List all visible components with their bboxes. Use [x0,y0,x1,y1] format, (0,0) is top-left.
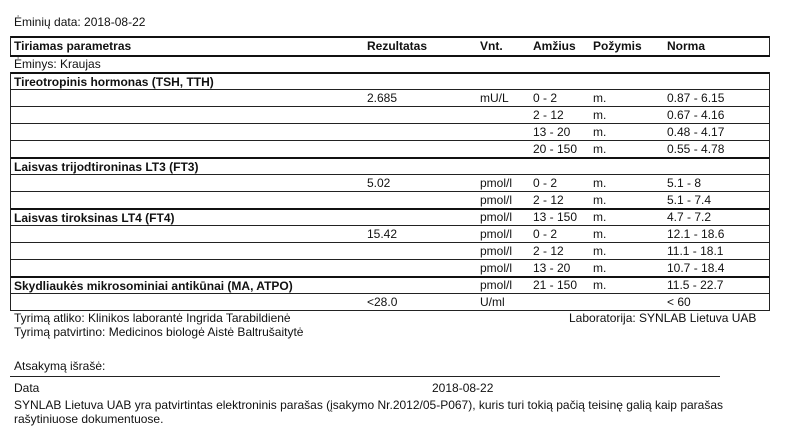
date-value: 2018-08-22 [432,381,494,395]
group-title: Tireotropinis hormonas (TSH, TTH) [14,75,214,89]
norm-range: 10.7 - 18.4 [667,261,725,275]
unit-value: pmol/l [480,261,513,275]
table-top-border [10,36,770,38]
col-header-age: Amžius [533,39,576,53]
sample-type: Ėminys: Kraujas [14,57,101,71]
age-range: 2 - 12 [533,108,564,122]
date-label: Data [14,381,40,395]
col-header-sign: Požymis [593,39,642,53]
confirmed-by: Tyrimą patvirtino: Medicinos biologė Aistė Baltrušaitytė [14,325,304,339]
age-range: 13 - 20 [533,125,571,139]
header-left-border [10,36,11,55]
laboratory-name: Laboratorija: SYNLAB Lietuva UAB [569,311,757,325]
age-range: 21 - 150 [533,278,578,292]
col-header-unit: Vnt. [480,39,503,53]
header-bottom-border [10,55,770,57]
col-header-param: Tiriamas parametras [14,39,132,53]
issued-separator [10,376,720,377]
table-row [10,106,770,123]
issued-by-label: Atsakymą išrašė: [14,359,106,373]
norm-range: 0.55 - 4.78 [667,142,725,156]
table-row [10,140,770,157]
e-signature-note: SYNLAB Lietuva UAB yra patvirtintas elektroninis parašas (įsakymo Nr.2012/05-P067), kuris turi tokią pačią teisinę galią kaip parašas rašytiniuose dokumentuose. [14,398,724,426]
result-value: <28.0 [367,295,398,309]
unit-value: pmol/l [480,176,513,190]
unit-value: pmol/l [480,244,513,258]
sample-date: Ėminių data: 2018-08-22 [14,15,146,29]
sign-value: m. [593,125,607,139]
group-top-border [10,72,770,74]
unit-value: pmol/l [480,278,513,292]
table-row [10,293,770,310]
performed-by: Tyrimą atliko: Klinikos laborantė Ingrida Tarabildienė [14,311,291,325]
age-range: 0 - 2 [533,227,558,241]
table-row [10,242,770,259]
result-value: 15.42 [367,227,398,241]
unit-value: U/ml [480,295,505,309]
table-row [10,89,770,106]
norm-range: 11.5 - 22.7 [667,278,724,292]
group-title: Laisvas trijodtironinas LT3 (FT3) [14,160,199,174]
table-row [10,174,770,191]
group-top-border [10,157,770,159]
unit-value: pmol/l [480,210,513,224]
table-row [10,191,770,208]
norm-range: 0.48 - 4.17 [667,125,725,139]
age-range: 20 - 150 [533,142,578,156]
sign-value: m. [593,142,607,156]
group-title: Skydliaukės mikrosominiai antikūnai (MA, ATPO) [14,279,293,293]
table-row [10,123,770,140]
unit-value: mU/L [480,91,509,105]
age-range: 13 - 20 [533,261,571,275]
table-row [10,225,770,242]
sign-value: m. [593,108,607,122]
norm-range: 5.1 - 8 [667,176,702,190]
result-value: 2.685 [367,91,398,105]
group-top-border [10,276,770,278]
col-header-norm: Norma [667,39,706,53]
norm-range: 12.1 - 18.6 [667,227,725,241]
age-range: 13 - 150 [533,210,578,224]
norm-range: 0.67 - 4.16 [667,108,725,122]
norm-range: 0.87 - 6.15 [667,91,725,105]
age-range: 0 - 2 [533,91,558,105]
sign-value: m. [593,193,607,207]
unit-value: pmol/l [480,227,513,241]
sign-value: m. [593,210,607,224]
sign-value: m. [593,91,607,105]
age-range: 0 - 2 [533,176,558,190]
norm-range: 4.7 - 7.2 [667,210,712,224]
norm-range: < 60 [667,295,691,309]
norm-range: 5.1 - 7.4 [667,193,712,207]
header-right-border [769,36,770,55]
result-value: 5.02 [367,176,391,190]
group-title: Laisvas tiroksinas LT4 (FT4) [14,211,175,225]
age-range: 2 - 12 [533,193,564,207]
group-top-border [10,208,770,210]
unit-value: pmol/l [480,193,513,207]
table-row [10,259,770,276]
col-header-result: Rezultatas [367,39,428,53]
sign-value: m. [593,278,607,292]
sign-value: m. [593,227,607,241]
sign-value: m. [593,261,607,275]
sign-value: m. [593,176,607,190]
age-range: 2 - 12 [533,244,564,258]
sign-value: m. [593,244,607,258]
norm-range: 11.1 - 18.1 [667,244,724,258]
